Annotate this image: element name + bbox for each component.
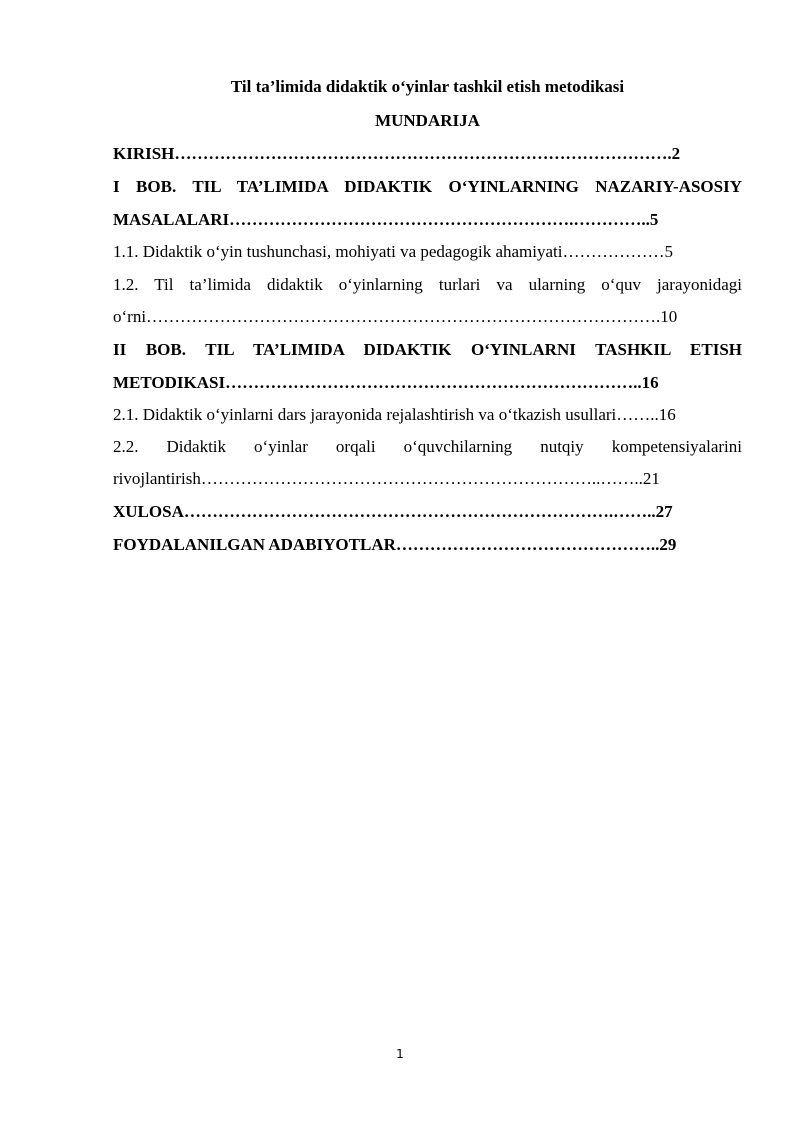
toc-entry-1-1: 1.1. Didaktik o‘yin tushunchasi, mohiyati va pedagogik ahamiyati………………5 bbox=[113, 242, 673, 261]
toc-entry-chapter-1-line-2: MASALALARI…………………………………………………….…………..5 bbox=[113, 210, 659, 229]
toc-entry-2-2-line-1: 2.2. Didaktik o‘yinlar orqali o‘quvchilarning nutqiy kompetensiyalarini bbox=[113, 437, 742, 456]
toc-entry-xulosa: XULOSA………………………………………………………………….……..27 bbox=[113, 502, 673, 521]
toc-heading: MUNDARIJA bbox=[375, 111, 480, 130]
toc-entry-1-2-line-1: 1.2. Til ta’limida didaktik o‘yinlarning turlari va ularning o‘quv jarayonidagi bbox=[113, 275, 742, 294]
toc-entry-chapter-2-line-2: METODIKASI………………………………………………………………..16 bbox=[113, 373, 659, 392]
page-number: 1 bbox=[396, 1047, 404, 1061]
toc-entry-2-2-line-2: rivojlantirish……………………………………………………………..……..21 bbox=[113, 469, 660, 488]
document-title: Til ta’limida didaktik o‘yinlar tashkil etish metodikasi bbox=[230, 77, 625, 96]
toc-entry-1-2-line-2: o‘rni……………………………………………………………………………….10 bbox=[113, 307, 678, 326]
toc-entry-kirish: KIRISH…………………………………………………………………………….2 bbox=[113, 144, 681, 163]
toc-entry-chapter-1-line-1: I BOB. TIL TA’LIMIDA DIDAKTIK O‘YINLARNING NAZARIY-ASOSIY bbox=[113, 177, 742, 196]
toc-entry-2-1: 2.1. Didaktik o‘yinlarni dars jarayonida rejalashtirish va o‘tkazish usullari……..16 bbox=[113, 405, 676, 424]
toc-entry-chapter-2-line-1: II BOB. TIL TA’LIMIDA DIDAKTIK O‘YINLARNI TASHKIL ETISH bbox=[113, 340, 742, 359]
toc-entry-references: FOYDALANILGAN ADABIYOTLAR………………………………………..29 bbox=[113, 535, 677, 554]
